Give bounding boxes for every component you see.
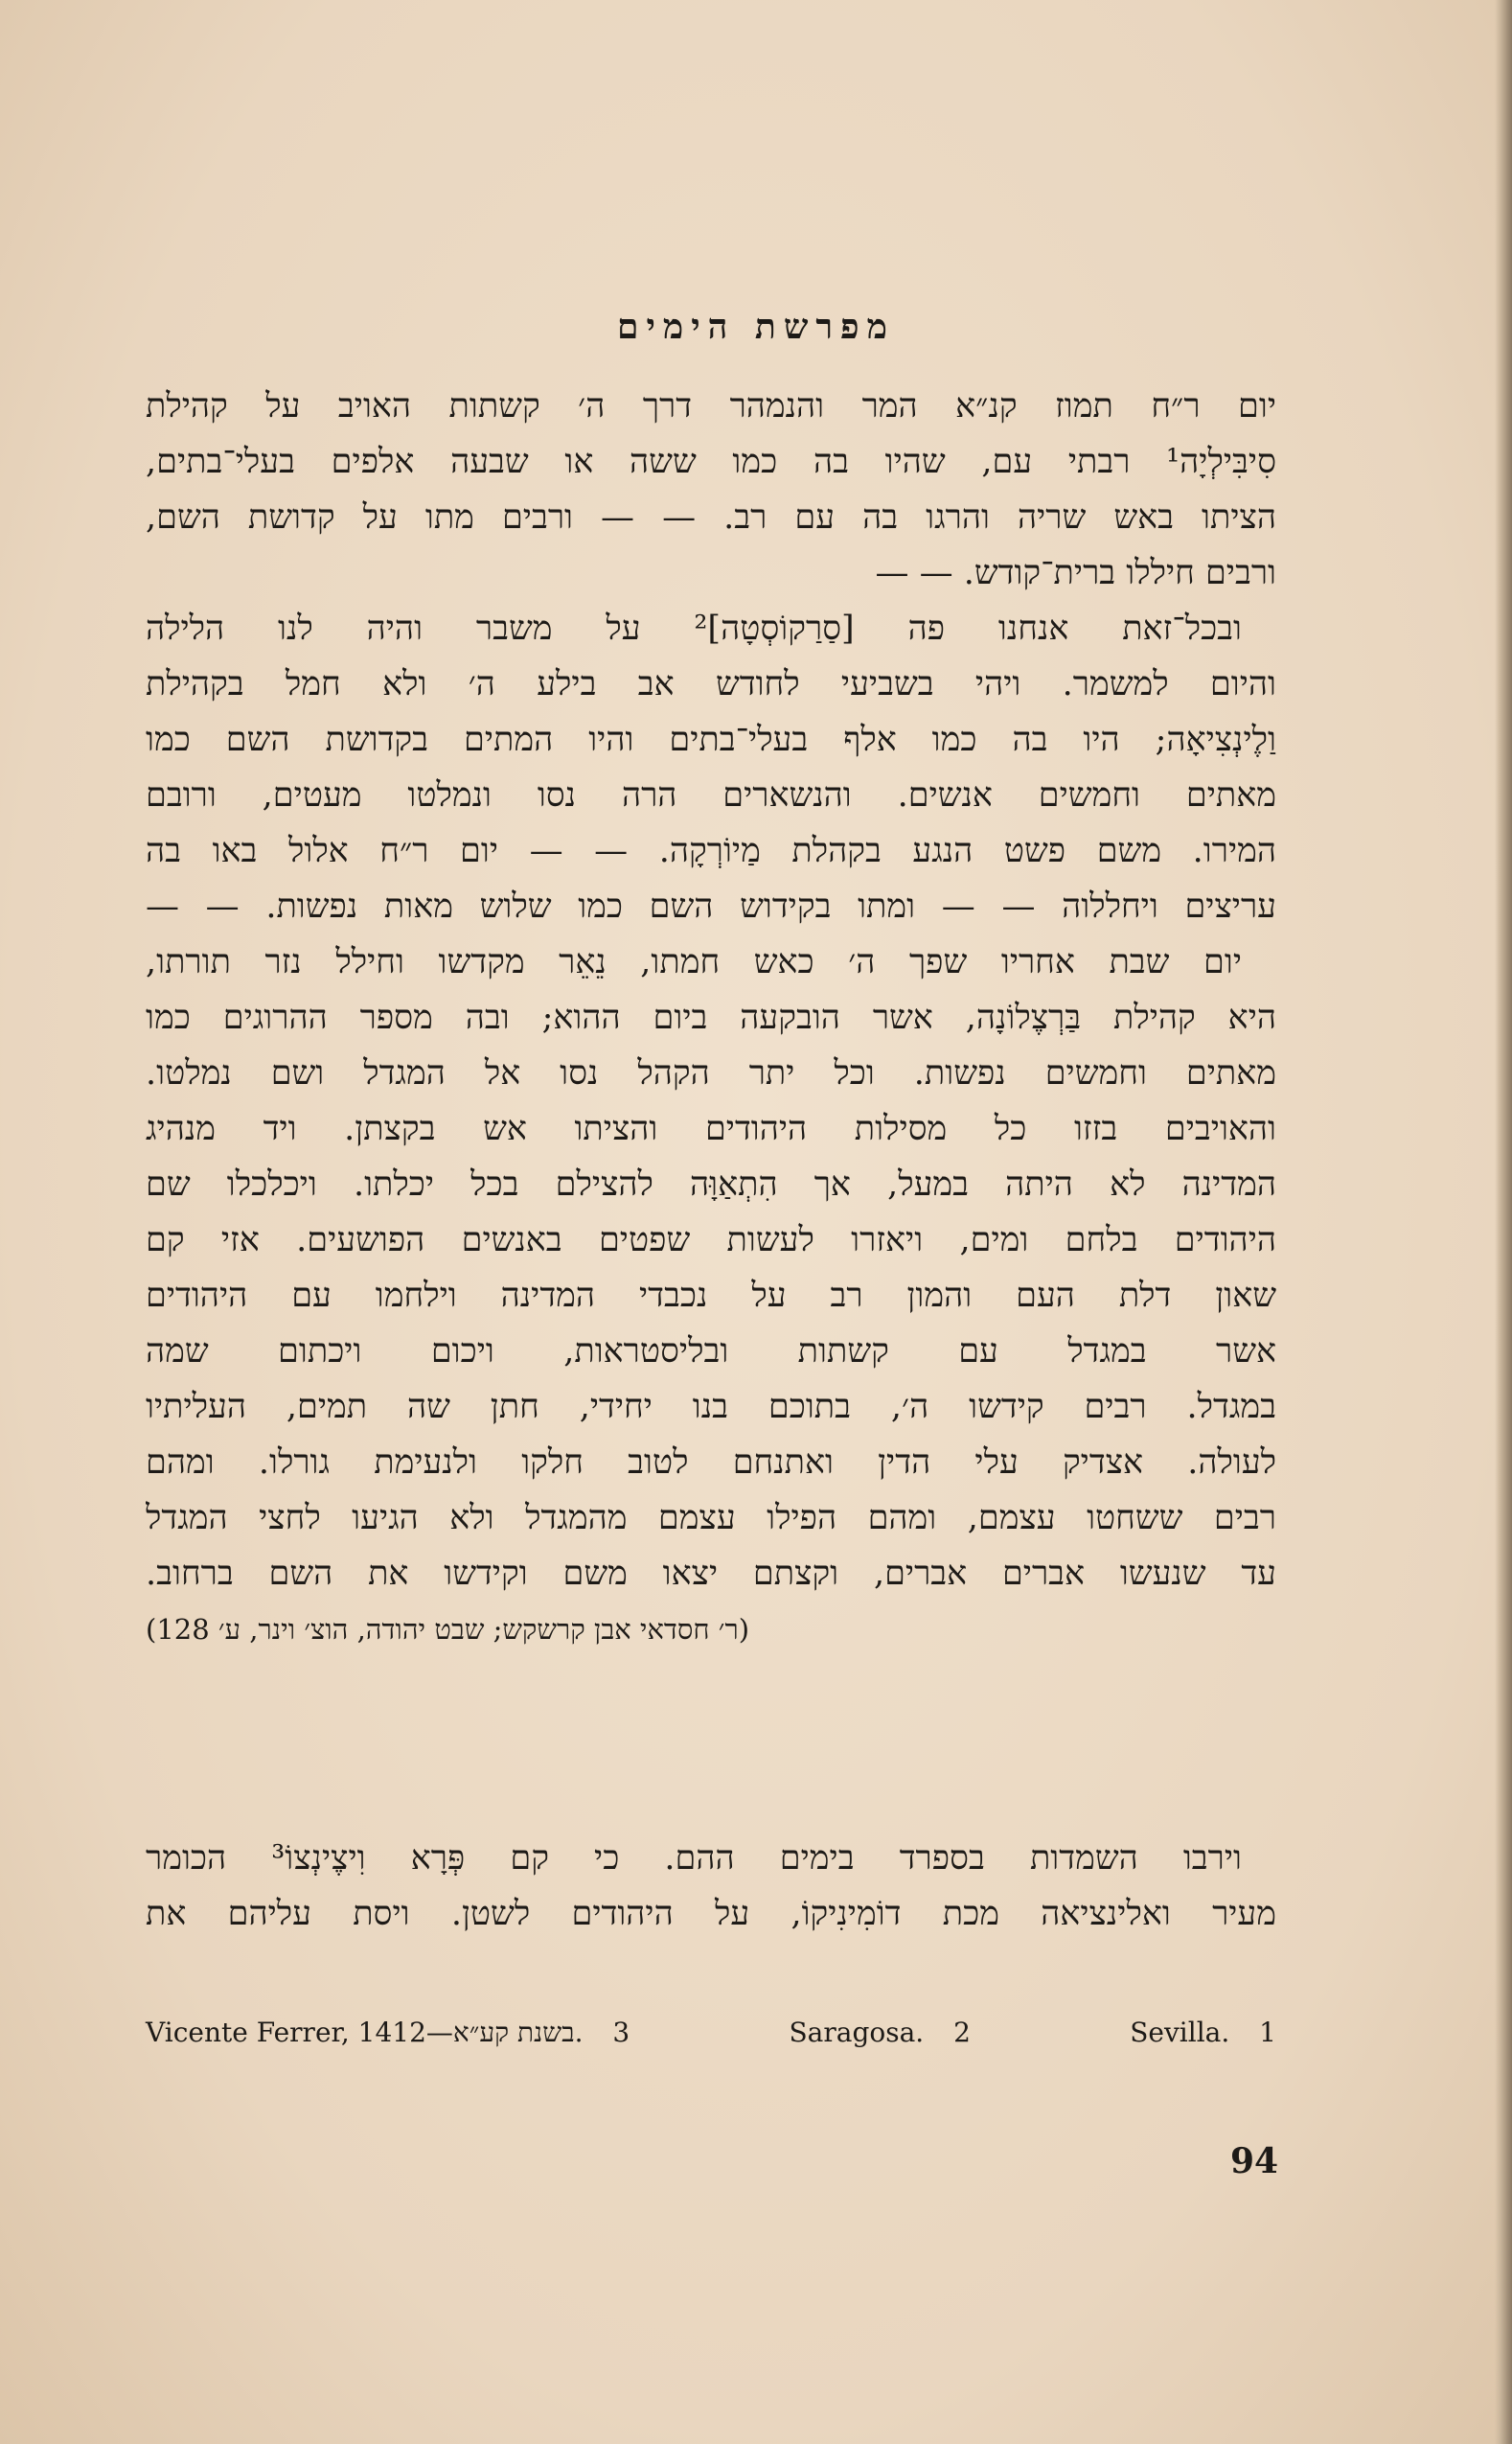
running-head: מפרשת הימים: [617, 307, 895, 347]
text-line: מאתים וחמשים אנשים. והנשארים הרה נסו ונמלטו מעטים, ורובם: [146, 776, 1276, 815]
text-line: המדינה לא היתה במעל, אך הִתְאַוָּה להצילם בכל יכלתו. ויכלכלו שם: [146, 1165, 1276, 1204]
second-section: [146, 1831, 1276, 1942]
main-text: [146, 379, 1276, 1657]
text-line: יום שבת אחריו שפך ה׳ כאש חמתו, נֵאֵר מקדשו וחילל נזר תורתו,: [146, 943, 1242, 981]
citation: (ר׳ חסדאי אבן קרשקש; שבט יהודה, הוצ׳ וינר, ע׳ 128): [146, 1613, 750, 1646]
footnote-number: 2: [953, 2017, 971, 2048]
text-line: והיום למשמר. ויהי בשביעי לחודש אב בילע ה׳ ולא חמל בקהילת: [146, 665, 1276, 703]
text-line: שאון דלת העם והמון רב על נכבדי המדינה וילחמו עם היהודים: [146, 1277, 1276, 1315]
footnote: [1130, 2017, 1276, 2049]
footnote-text: Vicente Ferrer, בשנת קע״א—1412.: [146, 2017, 584, 2048]
text-line: יום ר״ח תמוז קנ״א המר והנמהר דרך ה׳ קשתות האויב על קהילת: [146, 387, 1276, 426]
page-edge: [1495, 0, 1512, 2444]
footnote-text: Sevilla.: [1130, 2017, 1230, 2048]
footnote-text: Saragosa.: [789, 2017, 925, 2048]
footnote: [146, 2017, 630, 2049]
text-line: מאתים וחמשים נפשות. וכל יתר הקהל נסו אל המגדל ושם נמלטו.: [146, 1054, 1276, 1093]
text-line: היהודים בלחם ומים, ויאזרו לעשות שפטים באנשים הפושעים. אזי קם: [146, 1221, 1276, 1259]
text-line: ובכל־זאת אנחנו פה [סַרַקוֹסְטָה]² על משבר והיה לנו הלילה: [146, 610, 1243, 648]
text-line: והאויבים בזזו כל מסילות היהודים והציתו אש בקצתן. ויד מנהיג: [146, 1110, 1276, 1148]
footnotes: [146, 2017, 1276, 2049]
text-line: וירבו השמדות בספרד בימים ההם. כי קם פְּרָא וִיצֶינְצוֹ³ הכומר: [146, 1839, 1242, 1878]
text-line: הציתו באש שריה והרגו בה עם רב. — — ורבים מתו על קדושת השם,: [146, 498, 1276, 537]
footnote-number: 1: [1259, 2017, 1276, 2048]
text-line: ורבים חיללו ברית־קודש. — —: [875, 554, 1276, 592]
page-number: 94: [1230, 2141, 1279, 2181]
footnote-number: 3: [612, 2017, 630, 2048]
text-line: עריצים ויחללוה — — ומתו בקידוש השם כמו שלוש מאות נפשות. — —: [146, 888, 1276, 926]
text-line: אשר במגדל עם קשתות ובליסטראות, ויכום ויכתום שמה: [146, 1332, 1276, 1371]
text-line: וַלֶינְצִיאָה; היו בה כמו אלף בעלי־בתים והיו המתים בקדושת השם כמו: [146, 721, 1276, 759]
text-line: היא קהילת בַּרְצֶלוֹנָה, אשר הובקעה ביום ההוא; ובה מספר ההרוגים כמו: [146, 999, 1276, 1037]
text-line: סִיבִּילְיָה¹ רבתי עם, שהיו בה כמו ששה או שבעה אלפים בעלי־בתים,: [146, 443, 1276, 481]
text-line: לעולה. אצדיק עלי הדין ואתנחם לטוב חלקו ולנעימת גורלו. ומהם: [146, 1443, 1276, 1482]
text-line: עד שנעשו אברים אברים, וקצתם יצאו משם וקידשו את השם ברחוב.: [146, 1555, 1276, 1593]
footnote: [790, 2017, 971, 2049]
text-line: רבים ששחטו עצמם, ומהם הפילו עצמם מהמגדל ולא הגיעו לחצי המגדל: [146, 1499, 1276, 1537]
text-line: המירו. משם פשט הנגע בקהלת מַיוֹרְקָה. — — יום ר״ח אלול באו בה: [146, 832, 1276, 870]
text-line: במגדל. רבים קידשו ה׳, בתוכם בנו יחידי, חתן שה תמים, העליתיו: [146, 1388, 1276, 1426]
text-line: מעיר ואלינציאה מכת דוֹמִינִיקוֹ, על היהודים לשטן. ויסת עליהם את: [146, 1895, 1276, 1933]
